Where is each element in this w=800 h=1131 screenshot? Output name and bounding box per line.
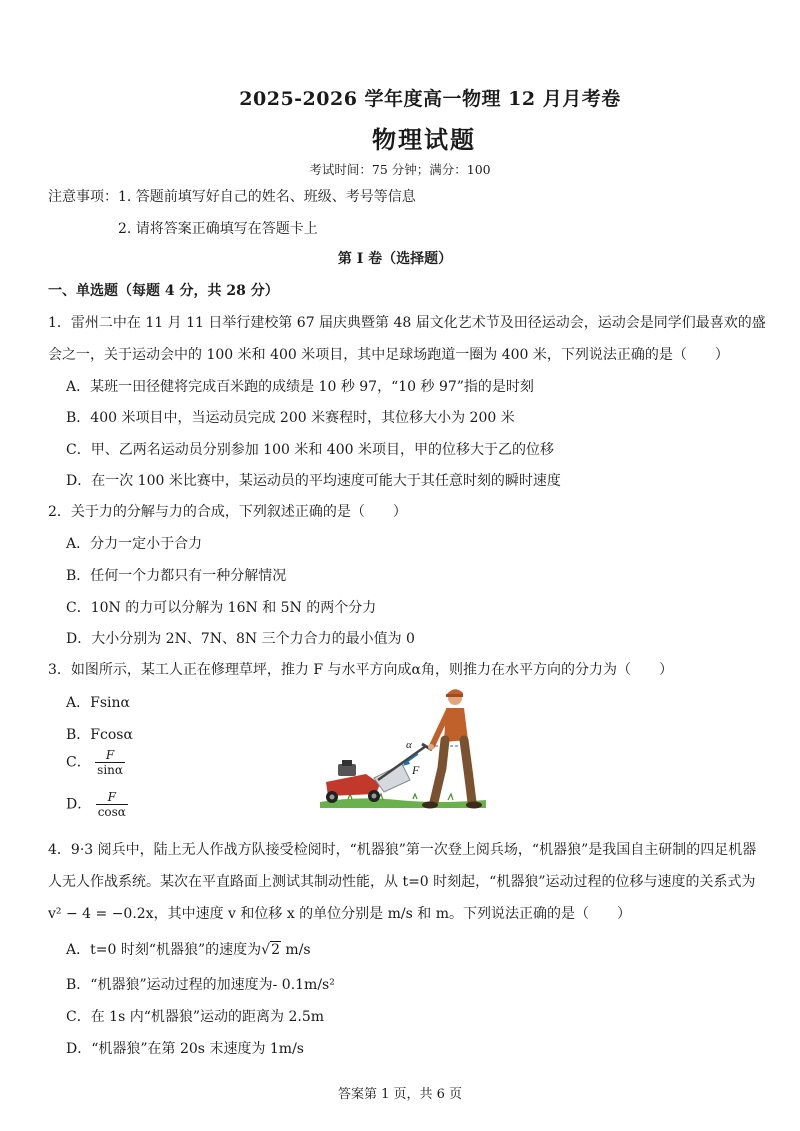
q4-option-d: D．“机器狼”在第 20s 末速度为 1m/s (66, 1041, 304, 1057)
q2-option-b: B．任何一个力都只有一种分解情况 (66, 568, 287, 584)
q1-stem-line1: 1．雷州二中在 11 月 11 日举行建校第 67 届庆典暨第 48 届文化艺术节及田径运动会，运动会是同学们最喜欢的盛 (48, 315, 766, 331)
q2-option-a: A．分力一定小于合力 (66, 536, 203, 552)
q3-option-c-numerator: F (105, 748, 115, 762)
q4-option-a-unit: m/s (280, 942, 311, 958)
q1-option-a: A．某班一田径健将完成百米跑的成绩是 10 秒 97，“10 秒 97”指的是时刻 (66, 379, 534, 395)
q3-option-b: B．Fcosα (66, 727, 133, 743)
q3-option-d-label: D． (66, 796, 92, 813)
exam-title: 2025-2026 学年度高一物理 12 月月考卷 (239, 88, 621, 110)
q4-option-a-radicand: 2 (271, 942, 280, 958)
grass-ground (320, 798, 486, 808)
q4-stem-line1: 4．9·3 阅兵中，陆上无人作战方队接受检阅时，“机器狼”第一次登上阅兵场，“机器狼”是我国自主研制的四足机器 (48, 842, 757, 858)
volume-title: 第 I 卷（选择题） (337, 251, 453, 267)
exam-info: 考试时间：75 分钟；满分：100 (309, 162, 491, 177)
q4-stem-line2: 人无人作战系统。某次在平直路面上测试其制动性能，从 t=0 时刻起，“机器狼”运动过程的位移与速度的关系式为 (48, 874, 756, 890)
force-label: F (412, 763, 420, 777)
q3-option-d-denominator: cosα (97, 805, 126, 819)
q3-option-c-label: C． (66, 754, 91, 771)
q1-option-c: C．甲、乙两名运动员分别参加 100 米和 400 米项目，甲的位移大于乙的位移 (66, 442, 554, 458)
q4-option-a-prefix: A．t=0 时刻“机器狼”的速度为√ (66, 942, 271, 958)
q1-stem-line2: 会之一，关于运动会中的 100 米和 400 米项目，其中足球场跑道一圈为 400 米，下列说法正确的是（ ） (48, 347, 729, 363)
notice-label: 注意事项： (48, 189, 118, 205)
q3-option-a: A．Fsinα (66, 695, 130, 711)
q1-option-b: B．400 米项目中，当运动员完成 200 米赛程时，其位移大小为 200 米 (66, 410, 515, 426)
notice-item-1: 1. 答题前填写好自己的姓名、班级、考号等信息 (118, 189, 416, 205)
q1-option-d: D．在一次 100 米比赛中，某运动员的平均速度可能大于其任意时刻的瞬时速度 (66, 473, 561, 489)
lawn-mower-figure (318, 684, 488, 814)
q3-stem: 3．如图所示，某工人正在修理草坪，推力 F 与水平方向成α角，则推力在水平方向的分力为（ ） (48, 662, 673, 678)
q4-option-b: B．“机器狼”运动过程的加速度为- 0.1m/s² (66, 977, 335, 993)
q3-option-c (66, 748, 125, 777)
worker-figure (422, 689, 482, 808)
q4-option-a (66, 939, 311, 959)
q3-option-d-fraction (96, 790, 128, 819)
paper-subtitle: 物理试题 (372, 125, 476, 154)
q4-stem-line3: v² − 4 = −0.2x，其中速度 v 和位移 x 的单位分别是 m/s 和 m。下列说法正确的是（ ） (48, 906, 631, 922)
q3-option-c-denominator: sinα (97, 763, 123, 777)
q2-option-d: D．大小分别为 2N、7N、8N 三个力合力的最小值为 0 (66, 631, 415, 647)
q3-option-d (66, 790, 128, 819)
q3-option-d-numerator: F (107, 790, 116, 804)
q2-stem: 2．关于力的分解与力的合成，下列叙述正确的是（ ） (48, 504, 407, 520)
alpha-label: α (406, 739, 412, 751)
notice-item-2: 2. 请将答案正确填写在答题卡上 (118, 221, 318, 237)
q3-option-c-fraction (95, 748, 125, 777)
q4-option-c: C．在 1s 内“机器狼”运动的距离为 2.5m (66, 1009, 325, 1025)
page-footer: 答案第 1 页，共 6 页 (337, 1087, 463, 1102)
section-title: 一、单选题（每题 4 分，共 28 分） (48, 283, 279, 299)
q2-option-c: C．10N 的力可以分解为 16N 和 5N 的两个分力 (66, 600, 377, 616)
